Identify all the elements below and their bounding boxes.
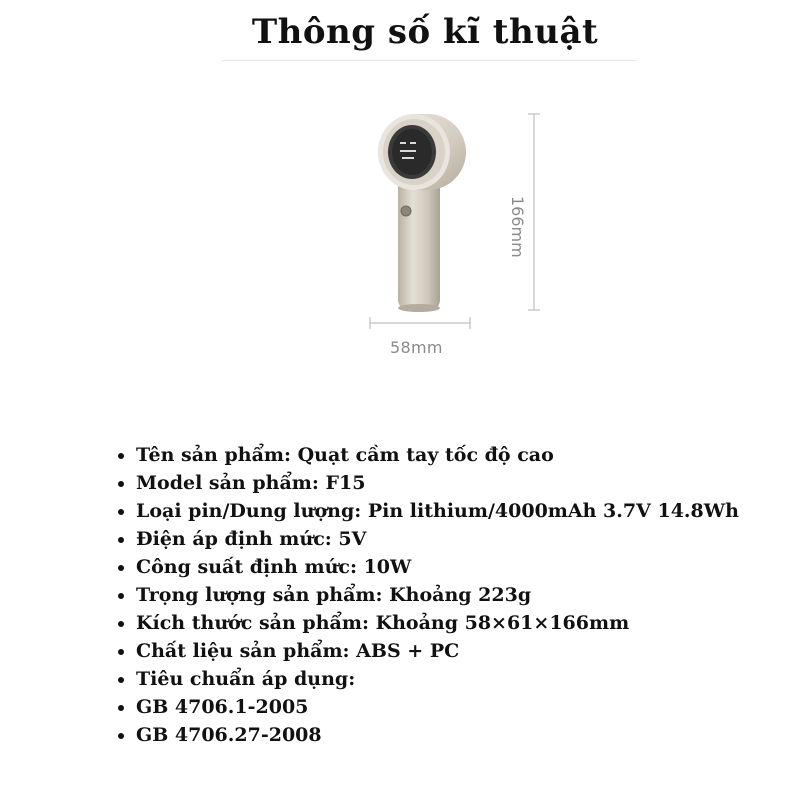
height-dimension-line: [528, 114, 540, 310]
page-title: Thông số kĩ thuật: [251, 12, 599, 52]
spec-item: • GB 4706.27-2008: [136, 721, 739, 749]
spec-item: • Model sản phẩm: F15: [136, 469, 739, 497]
spec-item: • GB 4706.1-2005: [136, 693, 739, 721]
fan-head: [378, 114, 466, 190]
width-dimension-label: 58mm: [390, 338, 443, 357]
spec-item: • Tên sản phẩm: Quạt cầm tay tốc độ cao: [136, 441, 739, 469]
spec-item: • Công suất định mức: 10W: [136, 553, 739, 581]
spec-item: • Chất liệu sản phẩm: ABS + PC: [136, 637, 739, 665]
height-dimension-label: 166mm: [508, 196, 527, 258]
spec-item: • Điện áp định mức: 5V: [136, 525, 739, 553]
title-divider: [222, 60, 636, 61]
spec-item: • Trọng lượng sản phẩm: Khoảng 223g: [136, 581, 739, 609]
spec-list: [113, 441, 739, 749]
fan-handle: [398, 170, 440, 312]
spec-item: • Kích thước sản phẩm: Khoảng 58×61×166mm: [136, 609, 739, 637]
width-dimension-line: [370, 317, 470, 329]
spec-item: • Tiêu chuẩn áp dụng:: [136, 665, 739, 693]
power-button-icon: [401, 206, 411, 216]
spec-item: • Loại pin/Dung lượng: Pin lithium/4000mAh 3.7V 14.8Wh: [136, 497, 739, 525]
product-image: [340, 100, 600, 380]
